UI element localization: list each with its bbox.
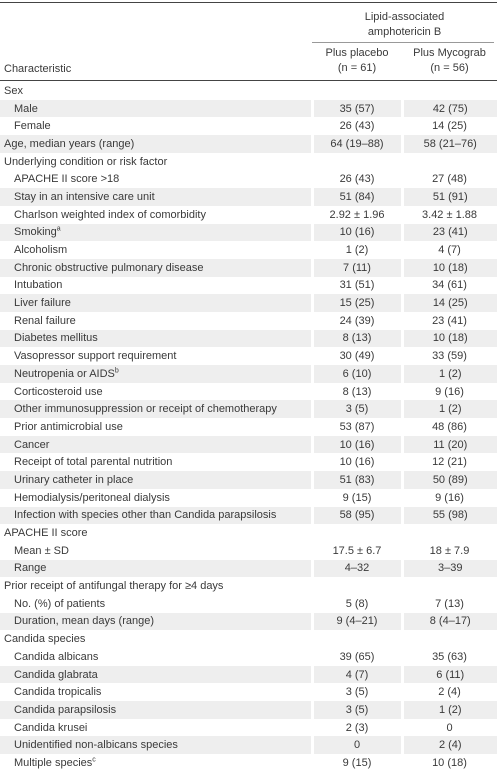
placebo-value: 6 (10) xyxy=(312,365,402,383)
placebo-value: 15 (25) xyxy=(312,294,402,312)
placebo-value: 31 (51) xyxy=(339,279,375,292)
placebo-value: 3 (5) xyxy=(312,701,402,719)
row-label xyxy=(0,383,312,401)
mycograb-value: 14 (25) xyxy=(402,294,497,312)
row-label-text: Stay in an intensive care unit xyxy=(14,190,155,203)
row-label-text: Candida species xyxy=(4,633,86,646)
row-label xyxy=(0,135,312,153)
placebo-value: 3 (5) xyxy=(345,686,369,699)
row-label xyxy=(0,560,312,578)
mycograb-value: 18 ± 7.9 xyxy=(429,544,470,557)
row-label-text: Multiple species xyxy=(14,756,93,769)
row-label xyxy=(0,736,312,754)
placebo-value: 39 (65) xyxy=(339,650,375,663)
row-label xyxy=(0,666,312,684)
table-row xyxy=(0,471,497,489)
row-label-text: Unidentified non-albicans species xyxy=(14,739,178,752)
placebo-value: 0 xyxy=(312,736,402,754)
table-row xyxy=(0,82,497,100)
placebo-value: 2.92 ± 1.96 xyxy=(329,208,385,221)
mycograb-value: 10 (18) xyxy=(402,330,497,348)
table-row xyxy=(0,117,497,135)
table-row xyxy=(0,560,497,578)
mycograb-value: 4 (7) xyxy=(438,244,461,257)
mycograb-value: 3.42 ± 1.88 xyxy=(422,208,477,221)
placebo-value: 24 (39) xyxy=(339,314,375,327)
span-underline xyxy=(312,42,494,43)
table-body xyxy=(0,82,497,772)
row-label xyxy=(0,507,312,525)
table-row xyxy=(0,206,497,224)
table-row xyxy=(0,630,497,648)
row-label xyxy=(0,224,312,242)
placebo-value: 26 (43) xyxy=(339,173,375,186)
row-label xyxy=(0,701,312,719)
mycograb-value xyxy=(402,524,497,542)
table-row xyxy=(0,294,497,312)
row-label xyxy=(0,330,312,348)
placebo-value: 35 (57) xyxy=(312,100,402,118)
row-label xyxy=(0,206,312,224)
row-label xyxy=(0,683,312,701)
mycograb-value: 42 (75) xyxy=(402,100,497,118)
mycograb-value: 48 (86) xyxy=(432,420,467,433)
row-label-text: Vasopressor support requirement xyxy=(14,350,177,363)
placebo-value: 9 (15) xyxy=(342,491,372,504)
mycograb-value: 14 (25) xyxy=(432,120,467,133)
table-row xyxy=(0,683,497,701)
table-row xyxy=(0,259,497,277)
placebo-value: 8 (13) xyxy=(312,330,402,348)
table-row xyxy=(0,400,497,418)
row-label-text: Male xyxy=(14,102,38,115)
mycograb-value xyxy=(402,153,497,171)
mycograb-value: 9 (16) xyxy=(435,385,464,398)
placebo-value: 10 (16) xyxy=(312,436,402,454)
mycograb-value xyxy=(402,577,497,595)
table-row xyxy=(0,577,497,595)
table-row xyxy=(0,701,497,719)
footnote-marker: b xyxy=(114,367,119,375)
row-label-text: Urinary catheter in place xyxy=(14,473,134,486)
characteristic-header: Characteristic xyxy=(4,63,72,75)
placebo-value: 9 (15) xyxy=(342,756,372,769)
row-label-text: Sex xyxy=(4,84,23,97)
row-label-text: Candida glabrata xyxy=(14,668,98,681)
placebo-value: 64 (19–88) xyxy=(312,135,402,153)
mycograb-value: 9 (16) xyxy=(435,491,464,504)
mycograb-value: 50 (89) xyxy=(402,471,497,489)
row-label xyxy=(0,754,312,772)
table-row xyxy=(0,312,497,330)
mycograb-value: 3–39 xyxy=(402,560,497,578)
table-row xyxy=(0,507,497,525)
row-label-text: Chronic obstructive pulmonary disease xyxy=(14,261,204,274)
table-row xyxy=(0,524,497,542)
row-label-text: Age, median years (range) xyxy=(4,137,135,150)
mycograb-value: 2 (4) xyxy=(438,686,461,699)
mycograb-value: 34 (61) xyxy=(432,279,467,292)
row-label xyxy=(0,418,312,436)
mycograb-value: 51 (91) xyxy=(402,188,497,206)
placebo-value: 2 (3) xyxy=(345,721,369,734)
placebo-value xyxy=(312,153,402,171)
row-label xyxy=(0,542,312,560)
table-row xyxy=(0,135,497,153)
placebo-value: 26 (43) xyxy=(339,120,375,133)
placebo-column-title: Plus placebo xyxy=(325,47,389,59)
table-row xyxy=(0,719,497,737)
table-row xyxy=(0,453,497,471)
row-label xyxy=(0,630,312,648)
table-row xyxy=(0,241,497,259)
mycograb-value: 1 (2) xyxy=(402,400,497,418)
row-label-text: No. (%) of patients xyxy=(14,597,106,610)
row-label xyxy=(0,400,312,418)
mycograb-value: 7 (13) xyxy=(435,597,464,610)
row-label-text: Receipt of total parental nutrition xyxy=(14,456,173,469)
placebo-value: 30 (49) xyxy=(339,350,375,363)
row-label xyxy=(0,453,312,471)
row-label xyxy=(0,170,312,188)
row-label xyxy=(0,719,312,737)
row-label-text: Candida krusei xyxy=(14,721,88,734)
table-row xyxy=(0,153,497,171)
row-label-text: Smoking xyxy=(14,226,57,239)
table-row xyxy=(0,170,497,188)
row-label xyxy=(0,347,312,365)
mycograb-value: 10 (18) xyxy=(432,756,467,769)
row-label-text: Range xyxy=(14,562,47,575)
placebo-value xyxy=(312,630,402,648)
row-label-text: Liver failure xyxy=(14,297,71,310)
row-label xyxy=(0,471,312,489)
placebo-value: 10 (16) xyxy=(339,456,375,469)
mycograb-value: 23 (41) xyxy=(432,314,467,327)
row-label-text: Cancer xyxy=(14,438,50,451)
row-label xyxy=(0,294,312,312)
placebo-value: 4 (7) xyxy=(312,666,402,684)
row-label xyxy=(0,365,312,383)
placebo-value: 8 (13) xyxy=(342,385,372,398)
row-label-text: APACHE II score xyxy=(4,527,88,540)
placebo-value xyxy=(312,577,402,595)
row-label xyxy=(0,188,312,206)
mycograb-value: 0 xyxy=(446,721,453,734)
table-row xyxy=(0,648,497,666)
placebo-value: 7 (11) xyxy=(312,259,402,277)
table-row xyxy=(0,542,497,560)
row-label-text: Renal failure xyxy=(14,314,76,327)
mycograb-value: 27 (48) xyxy=(432,173,467,186)
row-label-text: Intubation xyxy=(14,279,63,292)
mycograb-value: 8 (4–17) xyxy=(402,613,497,631)
mycograb-value: 1 (2) xyxy=(402,701,497,719)
mycograb-value: 2 (4) xyxy=(402,736,497,754)
table-row xyxy=(0,736,497,754)
row-label xyxy=(0,82,312,100)
treatment-group-header xyxy=(312,10,497,40)
row-label xyxy=(0,259,312,277)
mycograb-value: 12 (21) xyxy=(432,456,467,469)
table-row xyxy=(0,613,497,631)
row-label-text: Candida parapsilosis xyxy=(14,703,117,716)
table-row xyxy=(0,595,497,613)
table-row xyxy=(0,277,497,295)
placebo-value: 9 (4–21) xyxy=(312,613,402,631)
placebo-value: 17.5 ± 6.7 xyxy=(332,544,382,557)
placebo-value: 1 (2) xyxy=(345,244,369,257)
row-label-text: Female xyxy=(14,120,51,133)
mycograb-value: 1 (2) xyxy=(402,365,497,383)
treatment-group-header-line2: amphotericin B xyxy=(367,26,442,38)
row-label-text: Hemodialysis/peritoneal dialysis xyxy=(14,491,170,504)
row-label-text: Diabetes mellitus xyxy=(14,332,98,345)
row-label xyxy=(0,524,312,542)
mycograb-value xyxy=(402,82,497,100)
table-row xyxy=(0,754,497,772)
row-label-text: Duration, mean days (range) xyxy=(14,615,155,628)
mycograb-column-n: (n = 56) xyxy=(430,62,469,74)
row-label-text: Prior receipt of antifungal therapy for ≥4 days xyxy=(4,580,224,593)
placebo-column-n: (n = 61) xyxy=(337,62,377,74)
header-rule xyxy=(0,80,497,81)
row-label-text: Mean ± SD xyxy=(14,544,69,557)
row-label xyxy=(0,117,312,135)
row-label-text: Alcoholism xyxy=(14,244,68,257)
row-label xyxy=(0,577,312,595)
placebo-value: 58 (95) xyxy=(312,507,402,525)
row-label xyxy=(0,100,312,118)
row-label xyxy=(0,648,312,666)
table-row xyxy=(0,666,497,684)
row-label-text: Underlying condition or risk factor xyxy=(4,155,168,168)
characteristics-table xyxy=(0,82,497,772)
row-label xyxy=(0,277,312,295)
row-label-text: Neutropenia or AIDS xyxy=(14,367,115,380)
table-row xyxy=(0,224,497,242)
row-label-text: Candida tropicalis xyxy=(14,686,102,699)
row-label xyxy=(0,489,312,507)
row-label xyxy=(0,241,312,259)
mycograb-column-header xyxy=(402,46,497,76)
mycograb-value: 33 (59) xyxy=(432,350,467,363)
treatment-group-header-line1: Lipid-associated xyxy=(364,11,445,23)
placebo-value: 53 (87) xyxy=(339,420,375,433)
mycograb-value: 35 (63) xyxy=(432,650,467,663)
placebo-value xyxy=(312,524,402,542)
table-row xyxy=(0,188,497,206)
row-label-text: Candida albicans xyxy=(14,650,99,663)
mycograb-value: 23 (41) xyxy=(402,224,497,242)
row-label xyxy=(0,153,312,171)
row-label-text: Charlson weighted index of comorbidity xyxy=(14,208,206,221)
mycograb-value: 10 (18) xyxy=(402,259,497,277)
footnote-marker: c xyxy=(92,756,96,764)
footnote-marker: a xyxy=(56,225,61,233)
placebo-column-header xyxy=(312,46,402,76)
row-label xyxy=(0,613,312,631)
placebo-value: 4–32 xyxy=(312,560,402,578)
mycograb-value: 11 (20) xyxy=(402,436,497,454)
table-row xyxy=(0,383,497,401)
table-row xyxy=(0,100,497,118)
placebo-value: 5 (8) xyxy=(345,597,369,610)
row-label-text: Infection with species other than Candida parapsilosis xyxy=(14,509,277,522)
placebo-value: 51 (84) xyxy=(312,188,402,206)
table-row xyxy=(0,436,497,454)
row-label-text: Prior antimicrobial use xyxy=(14,420,123,433)
placebo-value: 10 (16) xyxy=(312,224,402,242)
row-label-text: Corticosteroid use xyxy=(14,385,103,398)
mycograb-value: 58 (21–76) xyxy=(402,135,497,153)
row-label xyxy=(0,312,312,330)
placebo-value xyxy=(312,82,402,100)
table-row xyxy=(0,330,497,348)
placebo-value: 3 (5) xyxy=(312,400,402,418)
row-label xyxy=(0,595,312,613)
table-row xyxy=(0,347,497,365)
table-row xyxy=(0,418,497,436)
table-row xyxy=(0,489,497,507)
row-label xyxy=(0,436,312,454)
mycograb-value: 55 (98) xyxy=(402,507,497,525)
row-label-text: Other immunosuppression or receipt of chemotherapy xyxy=(14,403,277,416)
mycograb-value xyxy=(402,630,497,648)
top-rule xyxy=(0,2,497,3)
mycograb-column-title: Plus Mycograb xyxy=(413,47,486,59)
mycograb-value: 6 (11) xyxy=(402,666,497,684)
placebo-value: 51 (83) xyxy=(312,471,402,489)
table-row xyxy=(0,365,497,383)
row-label-text: APACHE II score >18 xyxy=(14,173,120,186)
